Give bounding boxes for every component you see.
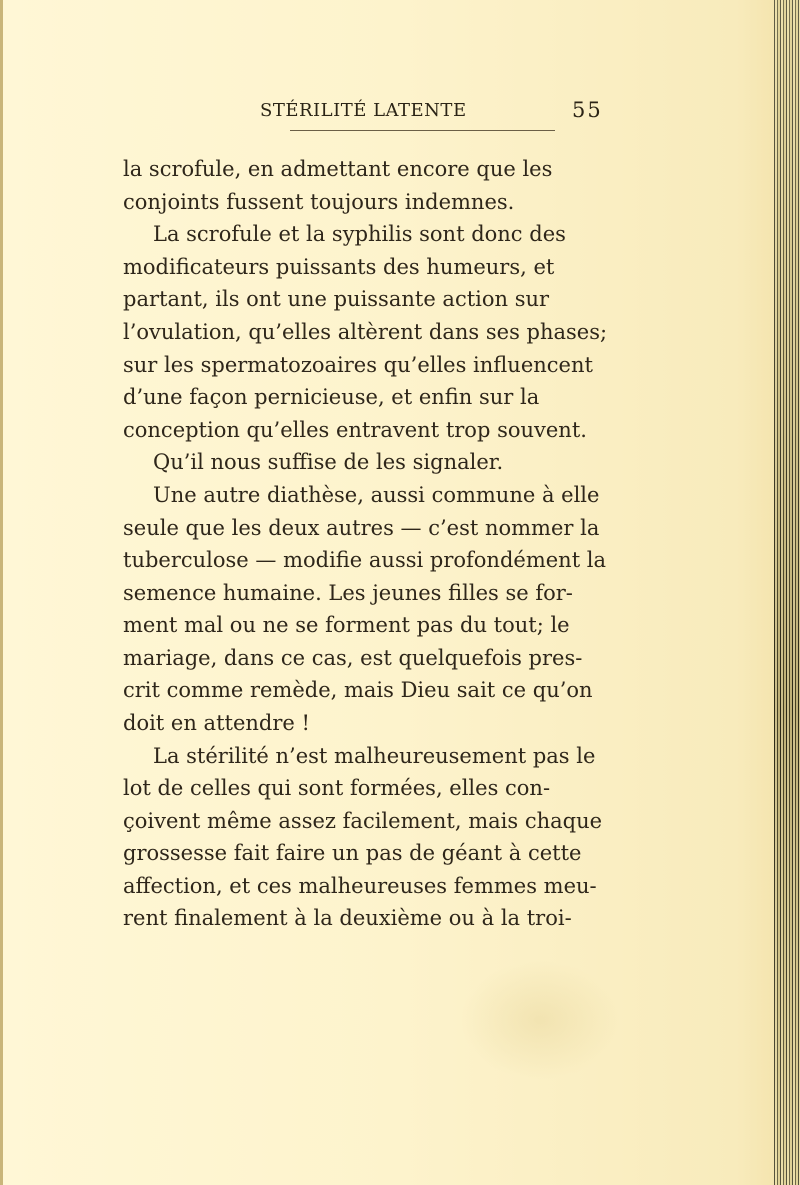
text-line: Qu’il nous suffise de les signaler.	[153, 450, 504, 474]
text-line: crit comme remède, mais Dieu sait ce qu’on	[123, 678, 593, 702]
text-line: La stérilité n’est malheureusement pas le	[153, 744, 596, 768]
text-line: affection, et ces malheureuses femmes meu-	[123, 874, 597, 898]
running-title: STÉRILITÉ LATENTE	[260, 100, 467, 121]
text-line: la scrofule, en admettant encore que les	[123, 157, 553, 181]
text-line: conjoints fussent toujours indemnes.	[123, 190, 515, 214]
text-line: çoivent même assez facilement, mais chaque	[123, 809, 603, 833]
text-line: tuberculose — modifie aussi profondément la	[123, 548, 607, 572]
text-line: lot de celles qui sont formées, elles con-	[123, 776, 551, 800]
text-line: grossesse fait faire un pas de géant à cette	[123, 841, 582, 865]
text-line: Une autre diathèse, aussi commune à elle	[153, 483, 600, 507]
text-line: mariage, dans ce cas, est quelquefois pres-	[123, 646, 583, 670]
text-line: ment mal ou ne se forment pas du tout; le	[123, 613, 570, 637]
text-line: La scrofule et la syphilis sont donc des	[153, 222, 566, 246]
text-line: sur les spermatozoaires qu’elles influencent	[123, 353, 593, 377]
text-line: conception qu’elles entravent trop souvent.	[123, 418, 587, 442]
book-page-edges	[774, 0, 800, 1185]
text-line: semence humaine. Les jeunes filles se for-	[123, 581, 573, 605]
text-line: partant, ils ont une puissante action sur	[123, 287, 550, 311]
text-line: d’une façon pernicieuse, et enfin sur la	[123, 385, 540, 409]
text-line: doit en attendre !	[123, 711, 310, 735]
text-line: rent finalement à la deuxième ou à la troi-	[123, 906, 572, 930]
text-line: modificateurs puissants des humeurs, et	[123, 255, 555, 279]
page-edges-shading	[774, 0, 800, 1185]
text-line: seule que les deux autres — c’est nommer la	[123, 516, 600, 540]
page-number: 55	[572, 98, 603, 122]
text-line: l’ovulation, qu’elles altèrent dans ses phases;	[123, 320, 608, 344]
